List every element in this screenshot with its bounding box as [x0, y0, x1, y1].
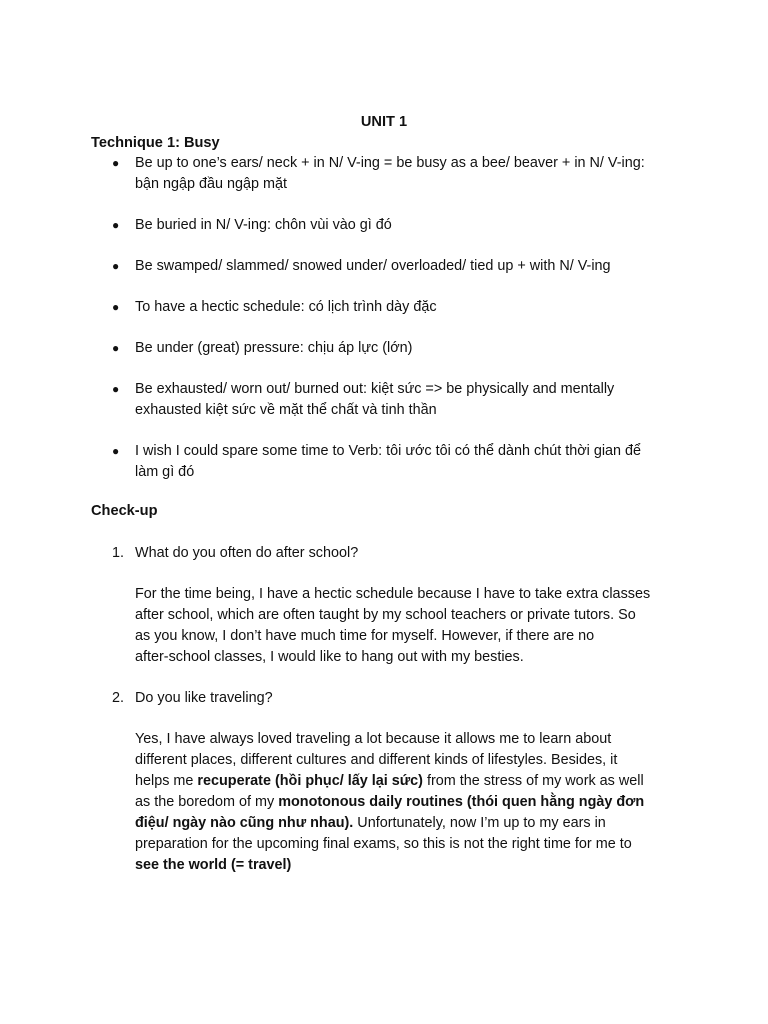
bullet-icon: ● [112, 218, 120, 232]
bullet-line: bận ngập đầu ngập mặt [135, 176, 288, 192]
bullet-line: Be buried in N/ V-ing: chôn vùi vào gì đó [135, 217, 392, 233]
answer-line: For the time being, I have a hectic schedule because I have to take extra classes [135, 586, 651, 602]
answer-line [135, 855, 691, 876]
vocab-highlight: recuperate (hồi phục/ lấy lại sức) [197, 773, 423, 789]
answer-text: helps me [135, 773, 198, 789]
technique-title: Technique 1: Busy [91, 135, 220, 151]
checkup-title: Check-up [91, 503, 158, 519]
answer-line [135, 771, 691, 792]
answer-line [135, 813, 691, 834]
question-item [91, 688, 691, 876]
bullet-item [91, 297, 691, 318]
bullet-list [91, 153, 691, 503]
question-item [91, 543, 691, 668]
bullet-line: Be under (great) pressure: chịu áp lực (lớn) [135, 340, 413, 356]
bullet-line: Be exhausted/ worn out/ burned out: kiệt sức => be physically and mentally [135, 381, 615, 397]
answer-text: as the boredom of my [135, 794, 279, 810]
question-number: 2. [112, 690, 125, 706]
answer-line: different places, different cultures and different kinds of lifestyles. Besides, it [135, 752, 618, 768]
answer-line [135, 792, 691, 813]
question-number: 1. [112, 545, 125, 561]
bullet-item [91, 338, 691, 359]
bullet-icon: ● [112, 341, 120, 355]
bullet-icon: ● [112, 300, 120, 314]
bullet-icon: ● [112, 444, 120, 458]
bullet-line: exhausted kiệt sức về mặt thể chất và tinh thần [135, 402, 437, 418]
unit-title: UNIT 1 [360, 114, 408, 130]
bullet-line: làm gì đó [135, 464, 195, 480]
question-text: Do you like traveling? [135, 690, 273, 706]
vocab-highlight: điệu/ ngày nào cũng như nhau). [135, 815, 354, 831]
bullet-item [91, 215, 691, 236]
bullet-line: Be swamped/ slammed/ snowed under/ overloaded/ tied up + with N/ V-ing [135, 258, 611, 274]
answer-line: Yes, I have always loved traveling a lot because it allows me to learn about [135, 731, 612, 747]
bullet-item [91, 441, 691, 483]
answer-line: after-school classes, I would like to hang out with my besties. [135, 649, 524, 665]
answer-paragraph [135, 584, 691, 668]
answer-text: Unfortunately, now I’m up to my ears in [353, 815, 606, 831]
question-text: What do you often do after school? [135, 545, 359, 561]
answer-line: as you know, I don’t have much time for myself. However, if there are no [135, 628, 595, 644]
answer-line: after school, which are often taught by my school teachers or private tutors. So [135, 607, 636, 623]
bullet-item [91, 379, 691, 421]
bullet-line: To have a hectic schedule: có lịch trình dày đặc [135, 299, 437, 315]
vocab-highlight: see the world (= travel) [135, 857, 292, 873]
bullet-line: Be up to one’s ears/ neck + in N/ V-ing = be busy as a bee/ beaver + in N/ V-ing: [135, 155, 645, 171]
bullet-icon: ● [112, 156, 120, 170]
question-list [91, 543, 691, 896]
bullet-item [91, 153, 691, 195]
answer-line: preparation for the upcoming final exams, so this is not the right time for me to [135, 836, 632, 852]
vocab-highlight: monotonous daily routines (thói quen hằng ngày đơn [278, 794, 645, 810]
bullet-item [91, 256, 691, 277]
bullet-line: I wish I could spare some time to Verb: tôi ước tôi có thể dành chút thời gian để [135, 443, 642, 459]
answer-text: from the stress of my work as well [422, 773, 644, 789]
bullet-icon: ● [112, 259, 120, 273]
answer-paragraph [135, 729, 691, 876]
bullet-icon: ● [112, 382, 120, 396]
